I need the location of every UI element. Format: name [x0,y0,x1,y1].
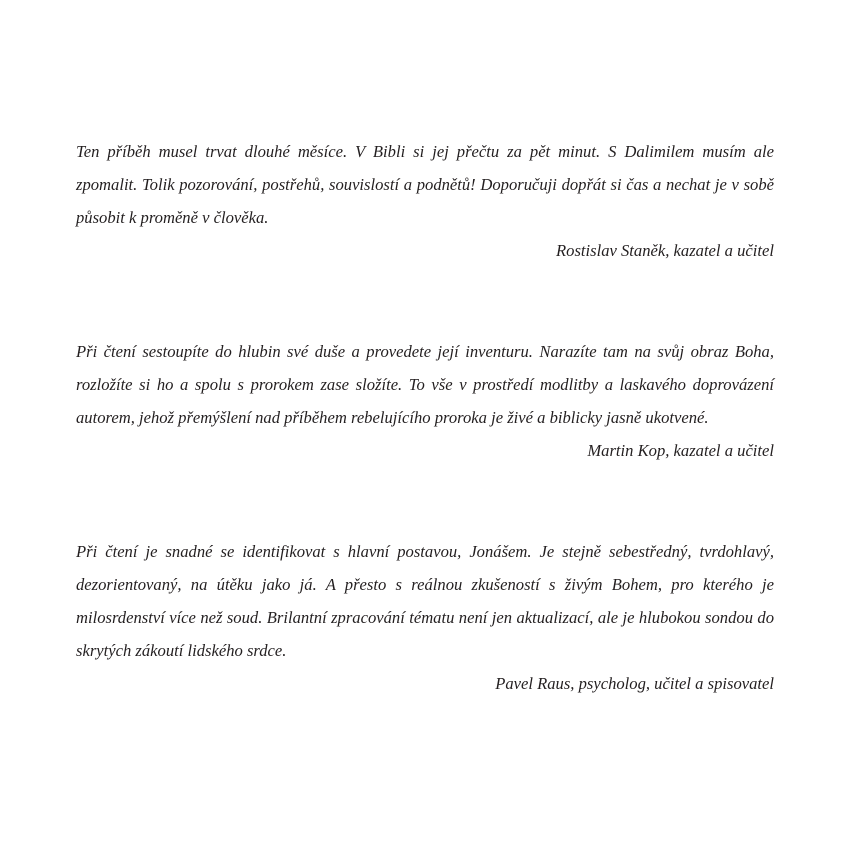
endorsement-3 [76,535,774,700]
endorsement-text: Při čtení je snadné se identifikovat s hlavní postavou, Jonášem. Je stejně sebestředný, tvrdohlavý, dezorientovaný, na útěku jako já. A přesto s reálnou zkušeností s živým Bohem, pro kterého je milosrdenství více než soud. Brilantní zpracování tématu není jen aktualizací, ale je hlubokou sondou do skrytých zákoutí lidského srdce. [76,542,774,660]
endorsements-page [76,0,774,850]
endorsement-1 [76,135,774,267]
endorsement-author: Martin Kop, kazatel a učitel [587,441,774,460]
endorsement-author: Pavel Raus, psycholog, učitel a spisovatel [495,674,774,693]
endorsement-text: Ten příběh musel trvat dlouhé měsíce. V Bibli si jej přečtu za pět minut. S Dalimilem musím ale zpomalit. Tolik pozorování, postřehů, souvislostí a podnětů! Doporučuji dopřát si čas a nechat je v sobě působit k proměně v člověka. [76,142,774,227]
endorsement-author: Rostislav Staněk, kazatel a učitel [556,241,774,260]
endorsement-2 [76,335,774,467]
endorsement-text: Při čtení sestoupíte do hlubin své duše a provedete její inventuru. Narazíte tam na svůj obraz Boha, rozložíte si ho a spolu s prorokem zase složíte. To vše v prostředí modlitby a laskavého doprovázení autorem, jehož přemýšlení nad příběhem rebelujícího proroka je živé a biblicky jasně ukotvené. [76,342,774,427]
